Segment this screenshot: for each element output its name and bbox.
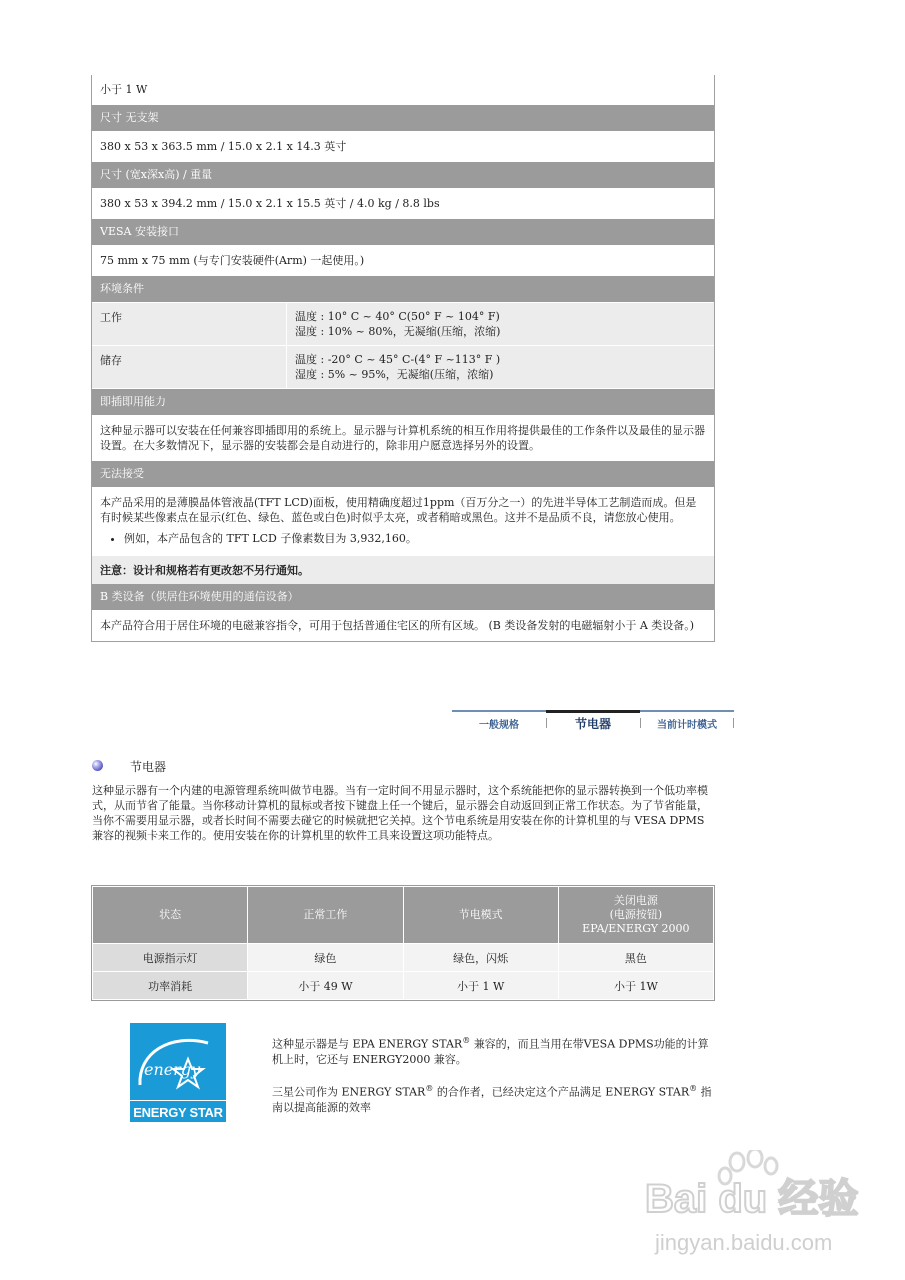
section-title: 节电器 [130,760,167,774]
tab-timing-modes[interactable]: 当前计时模式 [657,720,717,731]
table-row [93,972,714,1000]
env-operating-temp: 温度 : 10° C ~ 40° C(50° F ~ 104° F) [295,310,500,323]
col-header-power-off [558,887,713,944]
table-cell: 小于 1W [558,972,713,1000]
tab-general-specs[interactable]: 一般规格 [479,720,519,731]
spec-value-plug-and-play: 这种显示器可以安装在任何兼容即插即用的系统上。显示器与计算机系统的相互作用将提供最佳的工作条件以及最佳的显示器设置。在大多数情况下，显示器的安装都会是自动进行的，除非用户愿意选择另外的设置。 [92,416,714,461]
section-body: 这种显示器有一个内建的电源管理系统叫做节电器。当有一定时间不用显示器时，这个系统能把你的显示器转换到一个低功率模式，从而节省了能量。当你移动计算机的鼠标或者按下键盘上任一个键后，显示器会自动返回到正常工作状态。为了节省能量，当你不需要用显示器，或者长时间不需要去碰它的时候就把它关掉。这个节电系统是用安装在你的计算机里的与 VESA DPMS 兼容的视频卡来工作的。使用安装在你的计算机里的软件工具来设置这项功能特点。 [92,784,708,842]
env-operating-values [287,303,714,345]
env-storage-label: 储存 [92,346,287,388]
energy-star-paragraph-2 [272,1081,712,1115]
table-cell: 小于 1 W [403,972,558,1000]
tab-power-saver[interactable]: 节电器 [574,717,611,731]
energy-star-paragraph-1 [272,1033,712,1067]
energy-p1-b: 兼容的，而且当用在带VESA DPMS功能的计算机上时，它还与 ENERGY2000 兼容。 [272,1037,709,1066]
tab-bar [452,710,734,734]
spec-header-vesa: VESA 安装接口 [92,219,714,246]
energy-star-logo [130,1023,226,1122]
row-label: 功率消耗 [93,972,248,1000]
table-cell: 黑色 [558,944,713,972]
spec-header-class-b: B 类设备（供居住环境使用的通信设备） [92,584,714,611]
reg-mark: ® [425,1084,434,1093]
env-operating-row [92,303,714,346]
tab-separator [733,718,734,728]
spec-header-unacceptable: 无法接受 [92,461,714,488]
spec-value-vesa: 75 mm x 75 mm (与专门安装硬件(Arm) 一起使用。) [92,246,714,276]
baidu-watermark [645,1150,865,1260]
list-item: • 例如，本产品包含的 TFT LCD 子像素数目为 3,932,160。 [124,531,706,546]
table-cell: 绿色，闪烁 [403,944,558,972]
env-storage-row [92,346,714,389]
energy-star-label: ENERGY STAR [133,1105,223,1120]
env-storage-temp: 温度 : -20° C ~ 45° C-(4° F ~113° F ) [295,353,501,366]
col-header-saving: 节电模式 [403,887,558,944]
env-storage-values [287,346,714,388]
unacceptable-text: 本产品采用的是薄膜晶体管液晶(TFT LCD)面板，使用精确度超过1ppm（百万分之一）的先进半导体工艺制造而成。但是有时候某些像素点在显示(红色、绿色、蓝色或白色)时似乎太亮，或者稍暗或黑色。这并不是品质不良，请您放心使用。 [100,496,697,524]
bullet-icon [92,760,103,771]
spec-value-class-b: 本产品符合用于居住环境的电磁兼容指令，可用于包括普通住宅区的所有区域。 (B 类设备发射的电磁辐射小于 A 类设备。) [92,611,714,641]
watermark-url: jingyan.baidu.com [655,1230,833,1255]
spec-top-value: 小于 1 W [92,75,714,105]
tab-active-indicator [546,710,640,713]
env-operating-label: 工作 [92,303,287,345]
energy-p1-a: 这种显示器是与 EPA ENERGY STAR [272,1037,463,1051]
reg-mark: ® [462,1036,471,1045]
reg-mark: ® [689,1084,698,1093]
spec-header-environment: 环境条件 [92,276,714,303]
spec-table [91,75,715,642]
table-cell: 小于 49 W [248,972,403,1000]
paw-icon [645,1150,865,1260]
col-header-normal: 正常工作 [248,887,403,944]
spec-header-size-weight: 尺寸 (宽x深x高) / 重量 [92,162,714,189]
env-operating-humidity: 湿度 : 10% ~ 80%，无凝缩(压缩，浓缩) [295,325,501,338]
energy-p2-a: 三星公司作为 ENERGY STAR [272,1085,426,1099]
spec-value-unacceptable [92,488,714,556]
spec-header-plug-and-play: 即插即用能力 [92,389,714,416]
spec-value-size-no-stand: 380 x 53 x 363.5 mm / 15.0 x 2.1 x 14.3 英寸 [92,132,714,162]
col-header-state: 状态 [93,887,248,944]
unacceptable-list [100,531,706,546]
spec-header-size-no-stand: 尺寸 无支架 [92,105,714,132]
table-row [93,944,714,972]
row-label: 电源指示灯 [93,944,248,972]
power-off-line1: 关闭电源 [613,894,658,907]
power-mode-table [91,885,715,1001]
energy-p2-b: 的合作者，已经决定这个产品满足 ENERGY STAR [436,1085,690,1099]
energy-star-swoosh-icon [130,1023,226,1101]
watermark-brand: Bai du 经验 [645,1177,859,1221]
energy-p2-c: 指南以提高能源的效率 [272,1085,712,1114]
env-storage-humidity: 湿度 : 5% ~ 95%，无凝缩(压缩，浓缩) [295,368,494,381]
spec-value-size-weight: 380 x 53 x 394.2 mm / 15.0 x 2.1 x 15.5 英寸 / 4.0 kg / 8.8 lbs [92,189,714,219]
spec-notice: 注意：设计和规格若有更改恕不另行通知。 [92,556,714,584]
power-off-line3: EPA/ENERGY 2000 [582,922,690,935]
table-cell: 绿色 [248,944,403,972]
power-off-line2: (电源按钮) [609,908,663,921]
energy-script-text: energy [144,1060,201,1079]
